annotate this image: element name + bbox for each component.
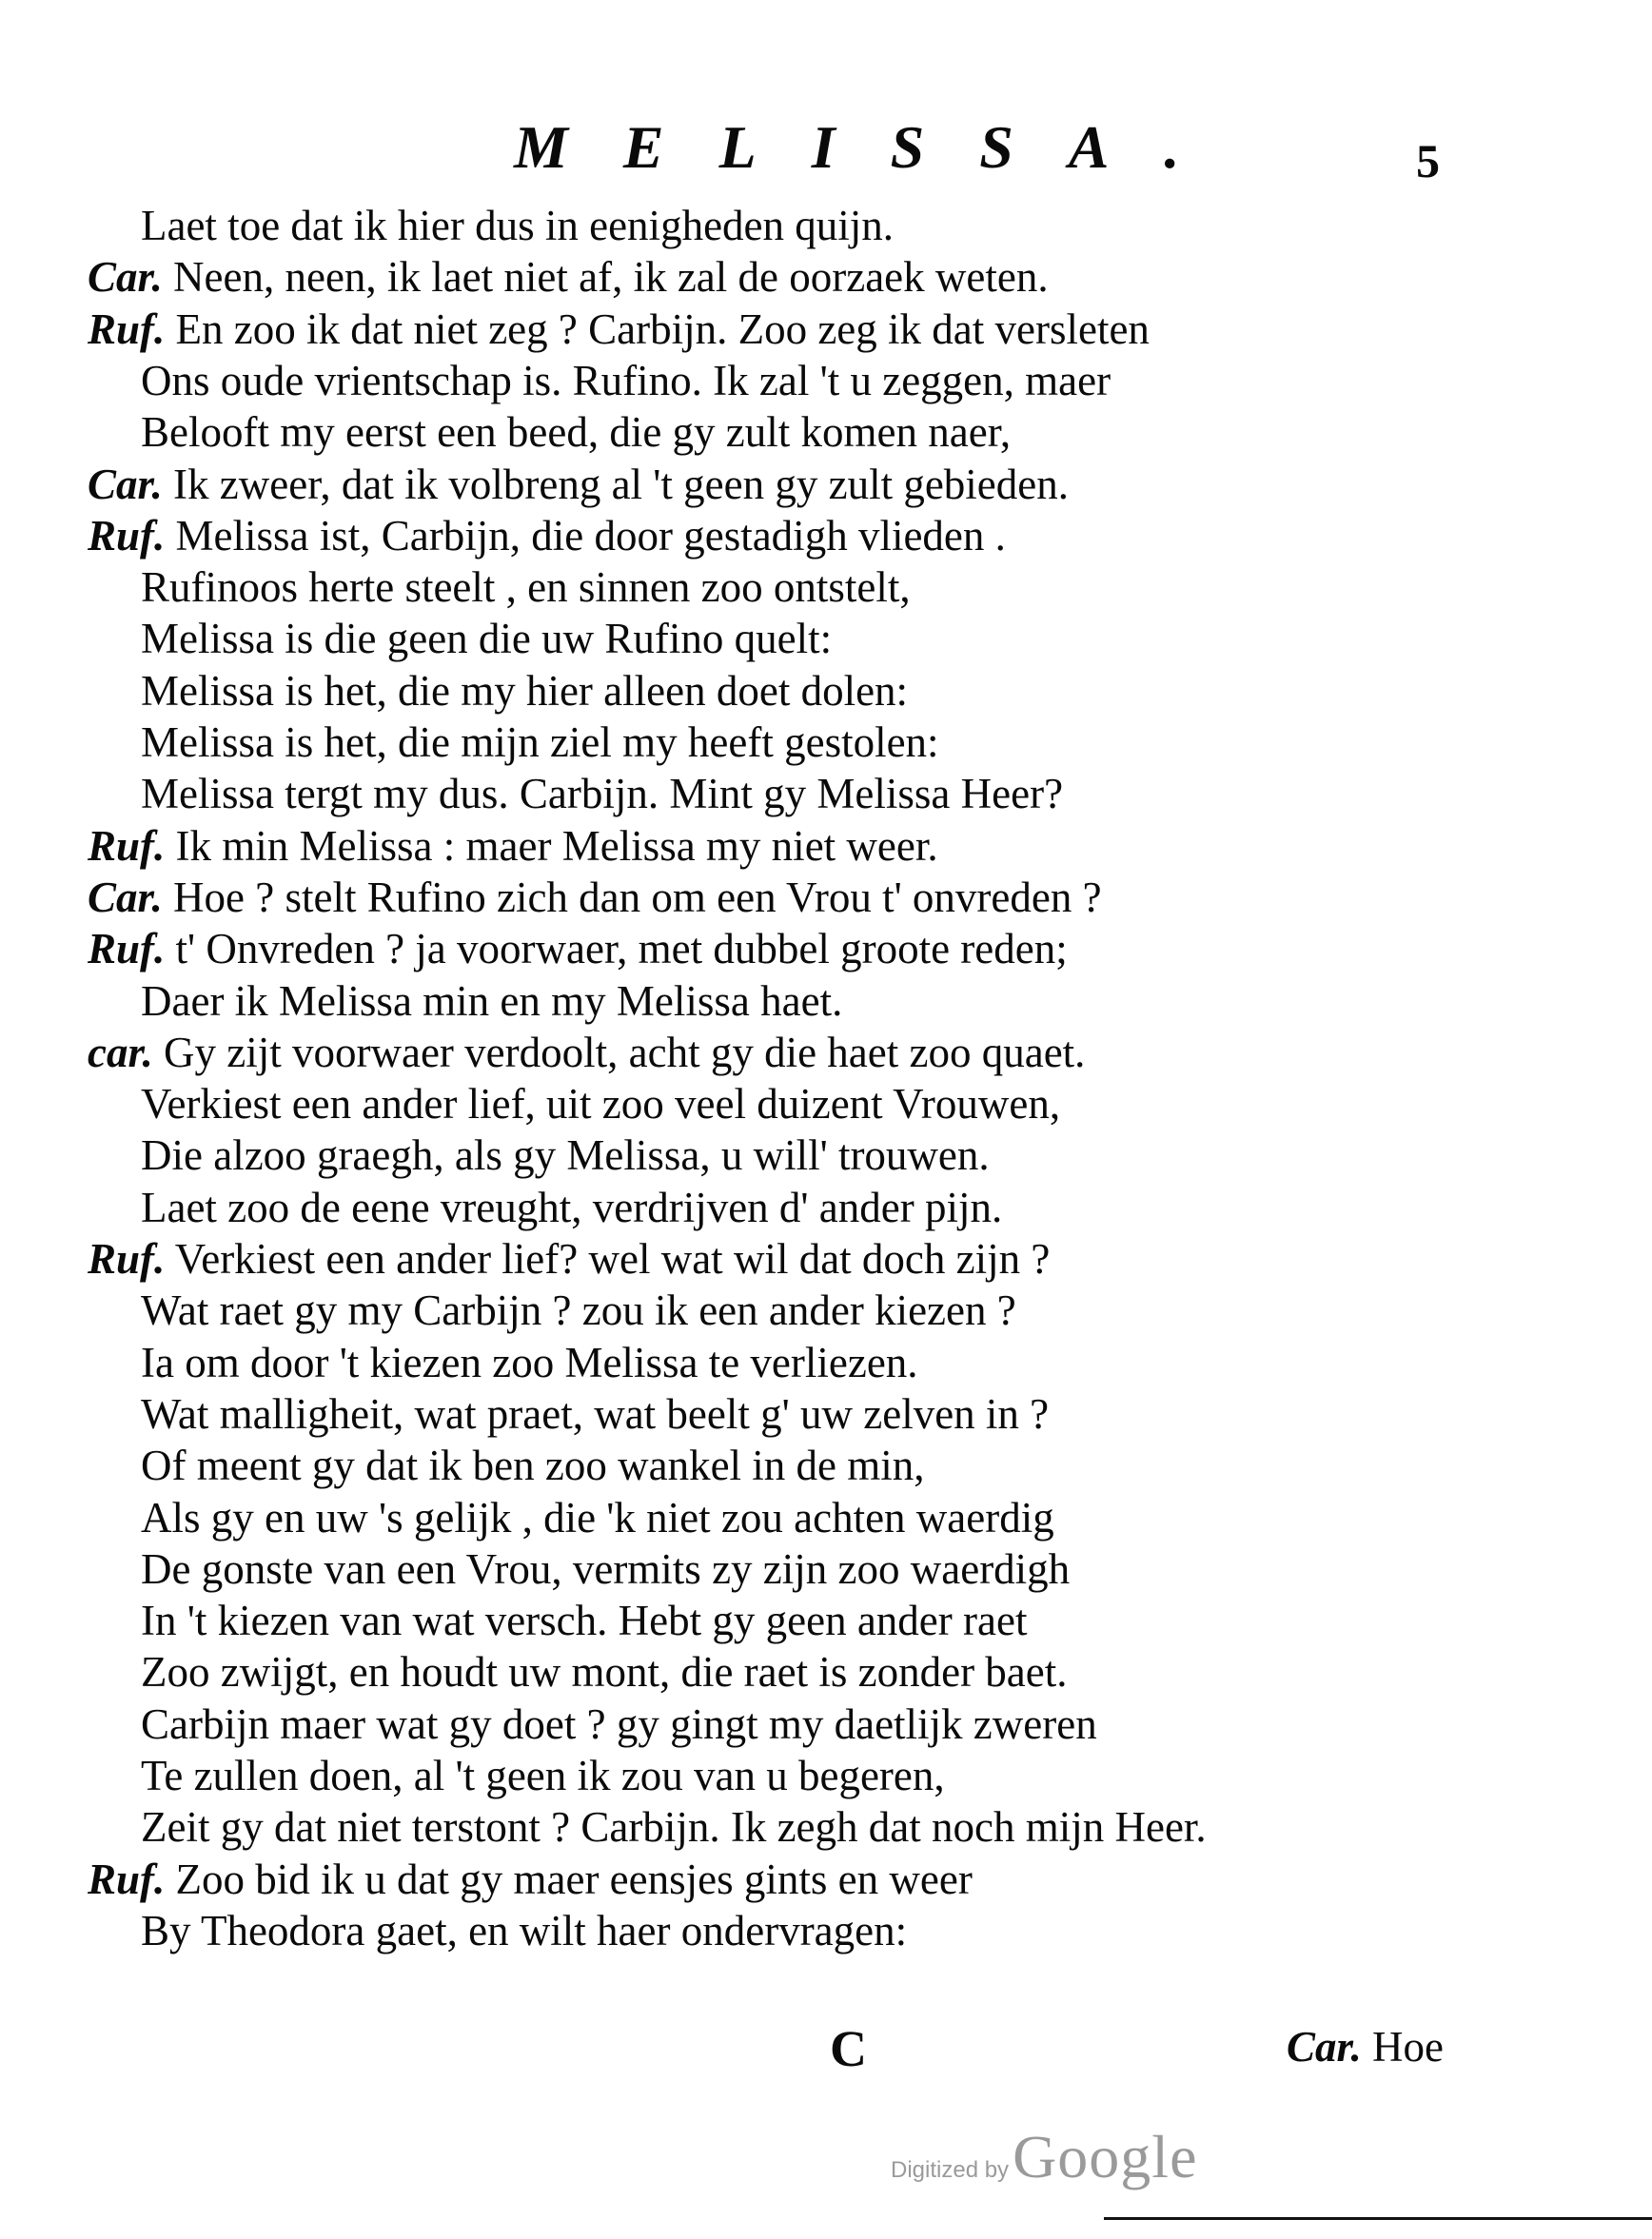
verse-line <box>141 563 911 611</box>
verse-line <box>141 718 939 766</box>
line-text: De gonste van een Vrou, vermits zy zijn zoo waerdigh <box>141 1544 1071 1593</box>
line-text: Ik min Melissa : maer Melissa my niet weer. <box>175 821 938 870</box>
speaker-label: Ruf. <box>88 1235 166 1283</box>
line-text: Wat malligheit, wat praet, wat beelt g' uw zelven in ? <box>141 1389 1050 1438</box>
verse-line <box>141 1648 1068 1696</box>
line-text: Ons oude vrientschap is. Rufino. Ik zal 't u zeggen, maer <box>141 356 1111 404</box>
speaker-label: Ruf. <box>88 925 166 973</box>
verse-line <box>141 1597 1027 1644</box>
verse-line <box>141 1339 918 1386</box>
line-text: Zeit gy dat niet terstont ? Carbijn. Ik zegh dat noch mijn Heer. <box>141 1803 1207 1852</box>
verse-line <box>141 1907 907 1954</box>
line-text: Verkiest een ander lief, uit zoo veel duizent Vrouwen, <box>141 1080 1061 1129</box>
speaker-label: car. <box>88 1028 153 1076</box>
verse-line <box>141 1442 925 1489</box>
line-text: Verkiest een ander lief? wel wat wil dat doch zijn ? <box>174 1235 1051 1283</box>
line-text: Neen, neen, ik laet niet af, ik zal de oorzaek weten. <box>173 253 1049 302</box>
line-text: t' Onvreden ? ja voorwaer, met dubbel groote reden; <box>175 925 1068 973</box>
verse-line <box>88 1856 973 1903</box>
verse-line <box>141 1752 945 1799</box>
line-text: In 't kiezen van wat versch. Hebt gy geen ander raet <box>141 1597 1028 1645</box>
catchword-speaker: Car. <box>1287 2023 1362 2071</box>
catchword <box>1287 2022 1444 2072</box>
verse-line <box>141 1545 1070 1593</box>
line-text: Daer ik Melissa min en my Melissa haet. <box>141 976 843 1025</box>
speaker-label: Ruf. <box>88 511 166 560</box>
line-text: Ik zweer, dat ik volbreng al 't geen gy zult gebieden. <box>173 460 1070 508</box>
verse-line <box>88 461 1069 508</box>
catchword-text: Hoe <box>1372 2023 1445 2071</box>
line-text: Gy zijt voorwaer verdoolt, acht gy die haet zoo quaet. <box>164 1028 1086 1076</box>
verse-line <box>88 874 1102 921</box>
verse-line <box>141 408 1011 456</box>
verse-line <box>88 822 938 870</box>
line-text: Te zullen doen, al 't geen ik zou van u begeren, <box>141 1752 945 1799</box>
verse-line <box>88 512 1006 560</box>
verse-line <box>141 1131 990 1179</box>
speaker-label: Ruf. <box>88 1855 166 1903</box>
verse-line <box>141 1390 1049 1438</box>
signature-mark: C <box>830 2020 867 2077</box>
verse-line <box>88 253 1049 301</box>
speaker-label: Car. <box>88 253 163 302</box>
verse-line <box>88 1029 1085 1076</box>
bottom-rule <box>1104 2217 1652 2220</box>
speaker-label: Ruf. <box>88 304 166 353</box>
line-text: Rufinoos herte steelt , en sinnen zoo ontstelt, <box>141 563 911 612</box>
speaker-label: Ruf. <box>88 821 166 870</box>
line-text: Carbijn maer wat gy doet ? gy gingt my daetlijk zweren <box>141 1699 1097 1748</box>
line-text: Of meent gy dat ik ben zoo wankel in de min, <box>141 1442 925 1490</box>
speaker-label: Car. <box>88 873 163 921</box>
line-text: Wat raet gy my Carbijn ? zou ik een ander kiezen ? <box>141 1286 1016 1335</box>
running-title: MELISSA. <box>514 113 1235 181</box>
verse-line <box>141 357 1111 404</box>
verse-line <box>88 925 1068 972</box>
line-text: Ia om door 't kiezen zoo Melissa te verliezen. <box>141 1338 918 1386</box>
verse-line <box>141 1700 1097 1748</box>
line-text: Melissa tergt my dus. Carbijn. Mint gy Melissa Heer? <box>141 770 1064 818</box>
digitized-watermark <box>891 2122 1197 2192</box>
verse-line <box>141 667 908 715</box>
line-text: Als gy en uw 's gelijk , die 'k niet zou achten waerdig <box>141 1493 1054 1542</box>
page-number: 5 <box>1416 134 1440 187</box>
line-text: Die alzoo graegh, als gy Melissa, u will' trouwen. <box>141 1131 990 1180</box>
line-text: Melissa is het, die my hier alleen doet dolen: <box>141 666 909 715</box>
line-text: Melissa ist, Carbijn, die door gestadigh vlieden . <box>175 511 1006 560</box>
speaker-label: Car. <box>88 460 163 508</box>
verse-line <box>88 305 1150 353</box>
verse-line <box>141 202 894 249</box>
line-text: Belooft my eerst een beed, die gy zult komen naer, <box>141 408 1012 457</box>
line-text: Melissa is het, die mijn ziel my heeft gestolen: <box>141 718 939 766</box>
watermark-prefix: Digitized by <box>891 2157 1010 2183</box>
line-text: Laet zoo de eene vreught, verdrijven d' ander pijn. <box>141 1183 1003 1231</box>
line-text: En zoo ik dat niet zeg ? Carbijn. Zoo zeg ik dat versleten <box>175 304 1150 353</box>
line-text: Zoo bid ik u dat gy maer eensjes gints en weer <box>175 1855 973 1903</box>
verse-line <box>141 1286 1016 1334</box>
line-text: Zoo zwijgt, en houdt uw mont, die raet is zonder baet. <box>141 1648 1068 1697</box>
verse-line <box>141 615 832 662</box>
line-text: Hoe ? stelt Rufino zich dan om een Vrou t' onvreden ? <box>173 873 1102 921</box>
verse-line <box>88 1235 1050 1283</box>
verse-line <box>141 977 842 1025</box>
watermark-logo: Google <box>1013 2123 1198 2190</box>
verse-line <box>141 1184 1002 1231</box>
verse-line <box>141 1803 1207 1851</box>
line-text: Laet toe dat ik hier dus in eenigheden quijn. <box>141 202 895 249</box>
verse-line <box>141 1494 1054 1542</box>
line-text: By Theodora gaet, en wilt haer ondervragen: <box>141 1906 908 1954</box>
verse-line <box>141 770 1063 817</box>
verse-line <box>141 1080 1060 1128</box>
line-text: Melissa is die geen die uw Rufino quelt: <box>141 615 833 663</box>
